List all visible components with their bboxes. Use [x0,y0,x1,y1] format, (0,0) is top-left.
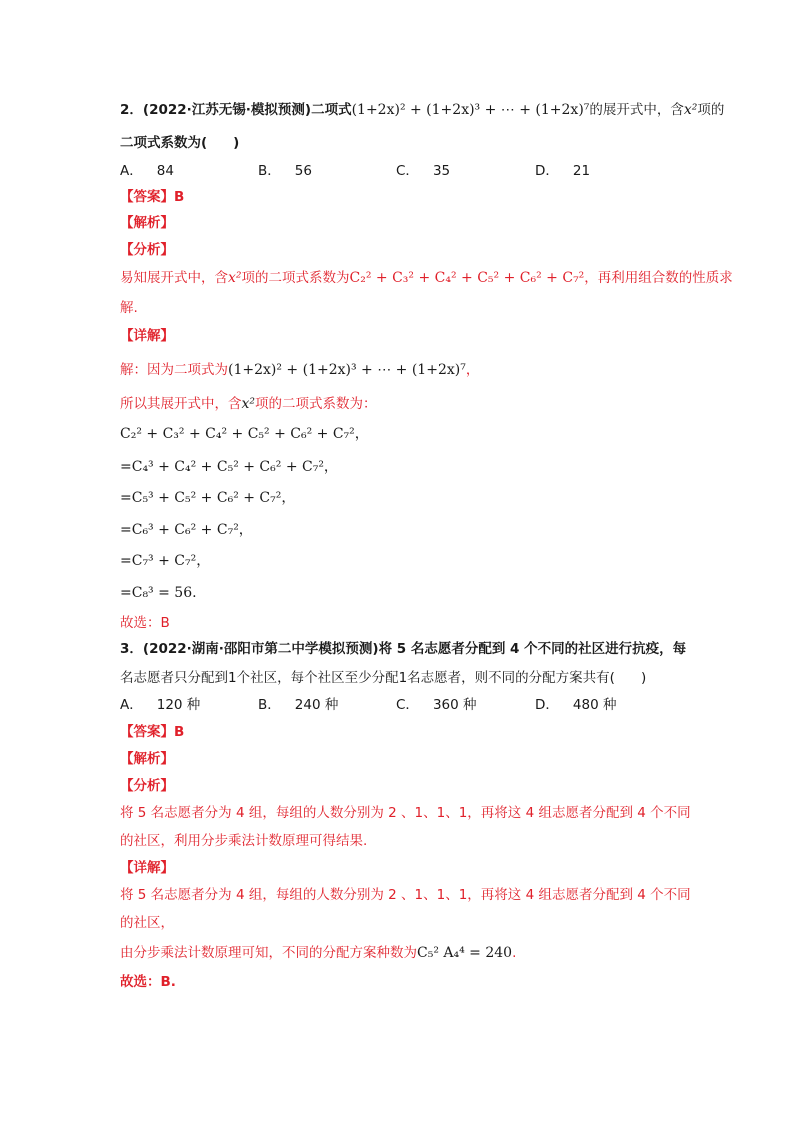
q2-stem-line2-text: 二项式系数为( [120,135,208,151]
q2-expression: (1+2x)² + (1+2x)³ + ⋯ + (1+2x)⁷ [351,102,590,118]
q2-conclusion: 故选：B [120,615,170,631]
q2-step-6: =C₈³ = 56. [120,585,197,601]
q2-option-c: C． 35 [396,163,451,179]
q2-stem-line2 [120,133,694,153]
q2-detail-label: 【详解】 [120,328,174,344]
q2-option-a: A． 84 [120,163,174,179]
q2-close-paren: ) [233,135,240,151]
q3-option-c: C． 360 种 [396,697,477,713]
q2-fenxi-line2: 解. [120,300,138,316]
q2-source: 2．(2022·江苏无锡·模拟预测)二项式 [120,102,352,118]
q2-analysis-label: 【解析】 [120,215,174,231]
q3-fenxi-line2: 的社区，利用分步乘法计数原理可得结果. [120,833,368,849]
q2-step-1: C₂² + C₃² + C₄² + C₅² + C₆² + C₇²， [120,426,369,442]
q3-conclusion: 故选：B. [120,974,176,990]
q3-option-b: B． 240 种 [258,697,339,713]
q2-option-b: B． 56 [258,163,312,179]
q2-x2: x² [683,102,698,118]
q2-option-d: D． 21 [535,163,591,179]
q2-answer: 【答案】B [120,189,185,205]
q3-detail-line3: 由分步乘法计数原理可知，不同的分配方案种数为C₅² A₄⁴ = 240. [120,945,517,961]
q2-step-3: =C₅³ + C₅² + C₆² + C₇²， [120,490,296,506]
q2-stem-tail: 的展开式中，含 [589,102,684,118]
q2-detail-line2: 所以其展开式中，含x²项的二项式系数为： [120,396,377,412]
q3-option-a: A． 120 种 [120,697,201,713]
q2-stem-line1 [120,100,725,120]
q3-detail-line1: 将 5 名志愿者分为 4 组，每组的人数分别为 2 、1、1、1，再将这 4 组志愿者分配到 4 个不同 [120,887,691,903]
q3-stem-line2: 名志愿者只分配到1个社区，每个社区至少分配1名志愿者，则不同的分配方案共有( ) [120,670,647,686]
q2-step-5: =C₇³ + C₇²， [120,553,211,569]
q2-detail-line1: 解：因为二项式为(1+2x)² + (1+2x)³ + ⋯ + (1+2x)⁷， [120,362,480,378]
q2-fenxi-label: 【分析】 [120,242,174,258]
q3-fenxi-label: 【分析】 [120,778,174,794]
q2-fenxi-line1: 易知展开式中，含x²项的二项式系数为C₂² + C₃² + C₄² + C₅² + C₆² + C₇²，再利用组合数的性质求 [120,270,733,286]
q3-analysis-label: 【解析】 [120,751,174,767]
q3-fenxi-line1: 将 5 名志愿者分为 4 组，每组的人数分别为 2 、1、1、1，再将这 4 组志愿者分配到 4 个不同 [120,805,691,821]
q3-answer: 【答案】B [120,724,185,740]
q2-stem-tail2: 项的 [697,102,725,118]
q3-option-d: D． 480 种 [535,697,617,713]
q3-detail-label: 【详解】 [120,860,174,876]
q2-fenxi-sum: C₂² + C₃² + C₄² + C₅² + C₆² + C₇² [349,270,585,286]
q3-detail-line2: 的社区， [120,915,174,931]
q2-step-4: =C₆³ + C₆² + C₇²， [120,522,253,538]
q3-stem-line1: 3．(2022·湖南·邵阳市第二中学模拟预测)将 5 名志愿者分配到 4 个不同的社区进行抗疫，每 [120,641,687,657]
q2-step-2: =C₄³ + C₄² + C₅² + C₆² + C₇²， [120,459,338,475]
